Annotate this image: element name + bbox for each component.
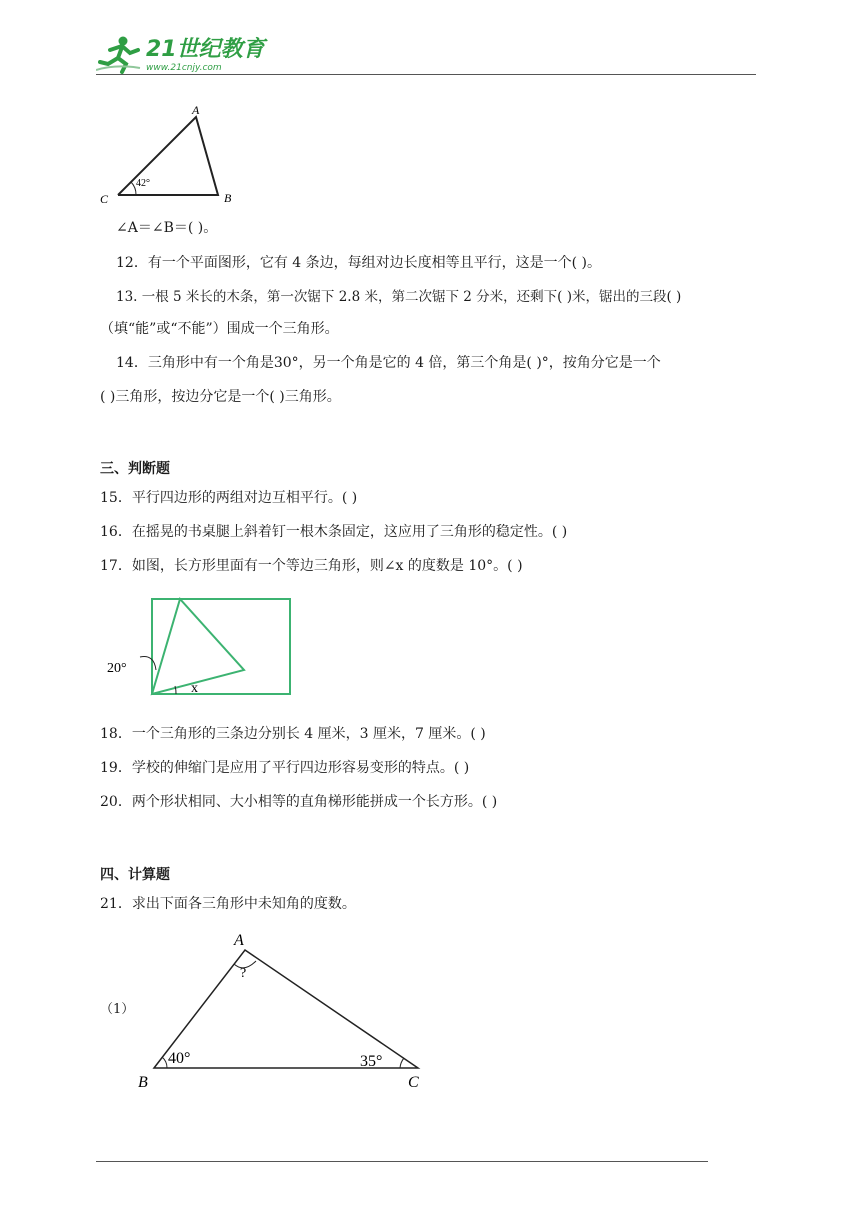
q14-text-line1: 14．三角形中有一个角是30°，另一个角是它的 4 倍，第三个角是( )°，按角分它是一个: [116, 355, 661, 371]
q15-text: 15．平行四边形的两组对边互相平行。( ): [100, 490, 358, 506]
triangle-figure-11: [96, 100, 246, 210]
vertex-b-label: B: [138, 1074, 148, 1091]
angle-c-label: 35°: [360, 1053, 383, 1070]
q20-text: 20．两个形状相同、大小相等的直角梯形能拼成一个长方形。( ): [100, 794, 498, 810]
footer-rule: [96, 1161, 708, 1162]
q12-text: 12．有一个平面图形，它有 4 条边，每组对边长度相等且平行，这是一个( )。: [116, 255, 601, 271]
vertex-a-label: A: [234, 932, 244, 949]
logo-url: www.21cnjy.com: [146, 63, 222, 73]
section-3-heading: 三、判断题: [100, 461, 170, 477]
q14-text-line2: ( )三角形，按边分它是一个( )三角形。: [100, 389, 341, 405]
q11-answer-line: ∠A＝∠B＝( )。: [116, 220, 218, 236]
q19-text: 19．学校的伸缩门是应用了平行四边形容易变形的特点。( ): [100, 760, 470, 776]
logo-title: 21世纪教育: [146, 37, 265, 62]
q13-text-line2: （填“能”或“不能”）围成一个三角形。: [100, 321, 339, 337]
vertex-c-label: C: [100, 192, 109, 206]
section-4-heading: 四、计算题: [100, 867, 170, 883]
angle-a-unknown-label: ?: [240, 966, 247, 981]
q18-text: 18．一个三角形的三条边分别长 4 厘米，3 厘米，7 厘米。( ): [100, 726, 486, 742]
q16-text: 16．在摇晃的书桌腿上斜着钉一根木条固定，这应用了三角形的稳定性。( ): [100, 524, 568, 540]
q13-text-line1: 13. 一根 5 米长的木条，第一次锯下 2.8 米，第二次锯下 2 分米，还剩下( )米，锯出的三段( ): [116, 289, 682, 305]
vertex-a-label: A: [192, 103, 200, 117]
angle-c-label: 42°: [136, 178, 150, 189]
header-rule: [96, 74, 756, 75]
angle-b-label: 40°: [168, 1050, 191, 1067]
angle-x-label: x: [191, 681, 198, 696]
q21-part-1-label: （1）: [100, 1002, 135, 1017]
triangle-figure-21: [130, 925, 430, 1095]
vertex-b-label: B: [224, 191, 232, 205]
rectangle-triangle-figure-17: [104, 594, 296, 698]
vertex-c-label: C: [408, 1074, 419, 1091]
angle-20-label: 20°: [107, 661, 127, 676]
q17-text: 17．如图，长方形里面有一个等边三角形，则∠x 的度数是 10°。( ): [100, 558, 523, 574]
q21-text: 21．求出下面各三角形中未知角的度数。: [100, 896, 356, 912]
